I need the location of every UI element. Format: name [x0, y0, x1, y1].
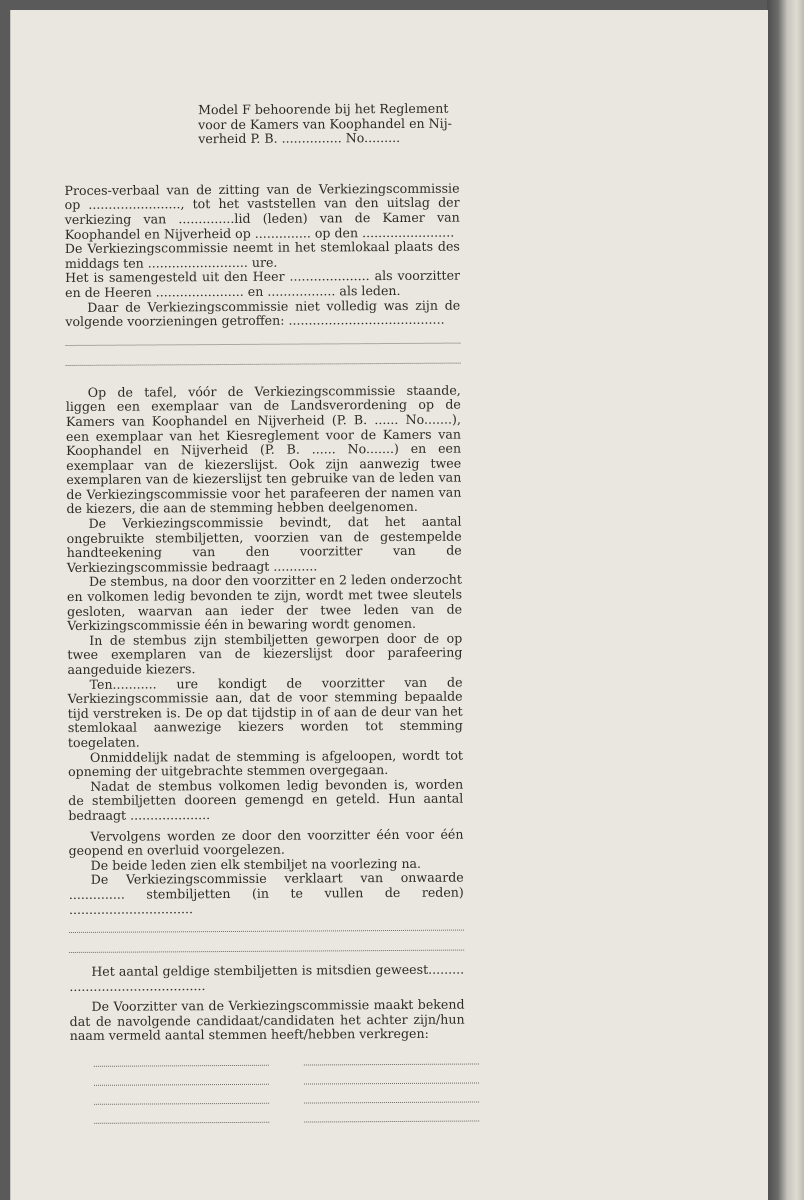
result-paragraph: De Voorzitter van de Verkiezingscommissie maakt bekend dat de navolgende candidaat/candidaten het achter zijn/hun naam vermeld aantal stemmen heeft/hebben verkregen: [69, 996, 465, 1044]
body-paragraph: Vervolgens worden ze door den voorzitter één voor één geopend en overluid voorgelezen. [68, 826, 464, 859]
body-paragraph: De Verkiezingscommissie verklaart van onwaarde .............. stembiljetten (in te vullen de reden) ............................... [68, 869, 464, 917]
result-paragraph: .................................. [69, 977, 206, 994]
book-spine [767, 0, 804, 1200]
header-line: Model F behoorende bij het Reglement [197, 100, 449, 118]
candidate-votes-line [304, 1111, 479, 1123]
fill-in-line [66, 349, 461, 365]
fill-in-line [69, 937, 464, 953]
intro-paragraph: Proces-verbaal van de zitting van de Verkiezingscommissie op ......................., tot het vaststellen van den uitslag der verkiezing van ..............lid (leden) van de Kamer van Koophandel en Nijverheid op .............. op den ....................... [64, 180, 460, 242]
form-header [64, 102, 459, 148]
fill-in-line [65, 329, 460, 345]
candidate-lines [70, 1054, 465, 1124]
candidate-votes-line [304, 1073, 479, 1085]
candidate-votes-line [304, 1054, 479, 1066]
intro-paragraph: De Verkiezingscommissie neemt in het stemlokaal plaats des middags ten ......................... ure. [64, 238, 460, 271]
result-paragraph: Het aantal geldige stembiljetten is mitsdien geweest......... [91, 961, 465, 979]
body-paragraph: Op de tafel, vóór de Verkiezingscommissie staande, liggen een exemplaar van de Landsverordening op de Kamers van Koophandel en Nijverheid (P. B. ...... No.......), een exemplaar van het Kiesreglement voor de Kamers van Koophandel en Nijverheid (P. B. ...... No.......) en een exemplaar van de kiezerslijst. Ook zijn aanwezig twee exemplaren van de kiezerslijst ten gebruike van de leden van de Verkiezingscommissie voor het parafeeren der namen van de kiezers, die aan de stemming hebben deelgenomen. [65, 382, 462, 517]
candidate-votes-line [304, 1092, 479, 1104]
candidate-name-line [94, 1055, 269, 1067]
candidate-name-line [94, 1093, 269, 1105]
body-paragraph: Onmiddelijk nadat de stemming is afgeloopen, wordt tot opneming der uitgebrachte stemmen overgegaan. [68, 747, 464, 780]
body-paragraph: De Verkiezingscommissie bevindt, dat het aantal ongebruikte stembiljetten, voorzien van de gestempelde handteekening van den voorzitter van de Verkiezingscommissie bedraagt ........... [66, 513, 462, 575]
form-text [64, 102, 465, 1124]
header-line: verheid P. B. ............... No......... [198, 130, 401, 147]
header-line: voor de Kamers van Koophandel en Nij- [198, 115, 452, 132]
body-paragraph: De beide leden zien elk stembiljet na voorlezing na. [90, 855, 422, 873]
body-paragraph: Ten........... ure kondigt de voorzitter van de Verkiezingscommissie aan, dat de voor stemming bepaalde tijd verstreken is. De op dat tijdstip in of aan de deur van het stemlokaal aanwezige kiezers worden tot stemming toegelaten. [67, 674, 463, 750]
candidate-name-line [94, 1112, 269, 1124]
candidate-name-line [94, 1074, 269, 1086]
intro-paragraph: Het is samengesteld uit den Heer .................... als voorzitter en de Heeren ...................... en ................. als leden. [65, 267, 461, 300]
body-paragraph: Nadat de stembus volkomen ledig bevonden is, worden de stembiljetten dooreen gemengd en geteld. Hun aantal bedraagt .................... [68, 776, 464, 823]
fill-in-line [69, 917, 464, 933]
intro-paragraph: Daar de Verkiezingscommissie niet volledig was zijn de volgende voorzieningen getroffen: ....................................... [65, 297, 461, 330]
body-paragraph: In de stembus zijn stembiljetten geworpen door de op twee exemplaren van de kiezerslijst door parafeering aangeduide kiezers. [67, 630, 463, 677]
body-paragraph: De stembus, na door den voorzitter en 2 leden onderzocht en volkomen ledig bevonden te zijn, wordt met twee sleutels gesloten, waarvan aan ieder der twee leden van de Verkizingscommissie één in bewaring wordt genomen. [66, 572, 463, 634]
